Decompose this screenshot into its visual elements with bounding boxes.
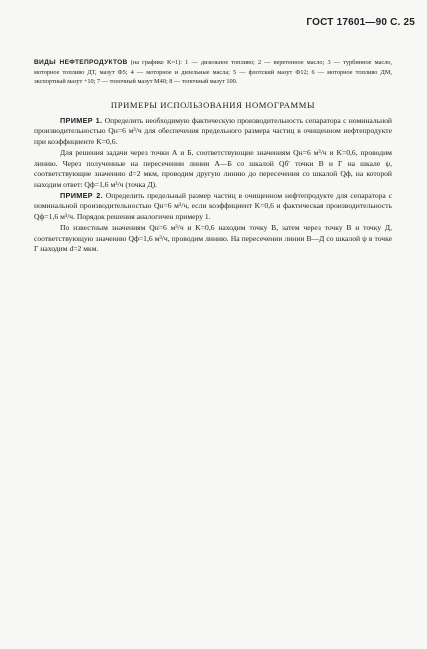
legend-text: (на графике K=1): 1 — дизельное топливо; 2 — веретенное масло; 3 — турбинное масло, моторное топливо ДТ, мазут Ф5; 4 — моторное и дизельные масла; 5 — флотский мазут Ф12; 6 — моторное топливо ДМ, экспортный мазут +10; 7 — топочный мазут М40; 8 — топочный мазут 100. — [34, 59, 393, 86]
example-1-lead: ПРИМЕР 1. — [60, 115, 103, 125]
example-2-text: Определить предельный размер частиц в очищенном нефтепродукте для сепаратора с номинальной производительностью Qн=6 м³/ч, если коэффициент K=0,6 и фактическая производительность Qф=1,6 м³/ч. Порядок решения аналогичен примеру 1. — [34, 190, 392, 222]
example-2-lead: ПРИМЕР 2. — [60, 190, 103, 200]
legend-paragraph — [34, 58, 392, 87]
solution-1-paragraph: Для решения задачи через точки А и Б, соответствующие значениям Qн=6 м³/ч и K=0,6, проводим линию. Через полученные на пересечении линии А—Б со шкалой Qб′ точки В и Г на шкале ψ, соответствующие значению d=2 мкм, проводим другую линию до пересечения со шкалой Qф, на которой находим ответ: Qф=1,6 м³/ч (точка Д). — [34, 147, 392, 189]
page-header: ГОСТ 17601—90 С. 25 — [306, 17, 415, 28]
example-1-paragraph — [34, 116, 392, 148]
section-title: ПРИМЕРЫ ИСПОЛЬЗОВАНИЯ НОМОГРАММЫ — [110, 99, 316, 110]
solution-2-paragraph: По известным значениям Qн=6 м³/ч и K=0,6 находим точку В, затем через точку В и точку Д, соответствующую значению Qф=1,6 м³/ч, проводим линию. На пересечении линии В—Д со шкалой ψ в точке Г находим d=2 мкм. — [34, 222, 392, 254]
example-2-paragraph — [34, 191, 392, 223]
legend-lead: ВИДЫ НЕФТЕПРОДУКТОВ — [34, 59, 128, 66]
page-content — [34, 58, 392, 255]
example-1-text: Определить необходимую фактическую производительность сепаратора с номинальной производительностью Qн=6 м³/ч для обеспечения предельного размера частиц в очищенном нефтепродукте при коэффициенте K=0,6. — [34, 115, 392, 147]
